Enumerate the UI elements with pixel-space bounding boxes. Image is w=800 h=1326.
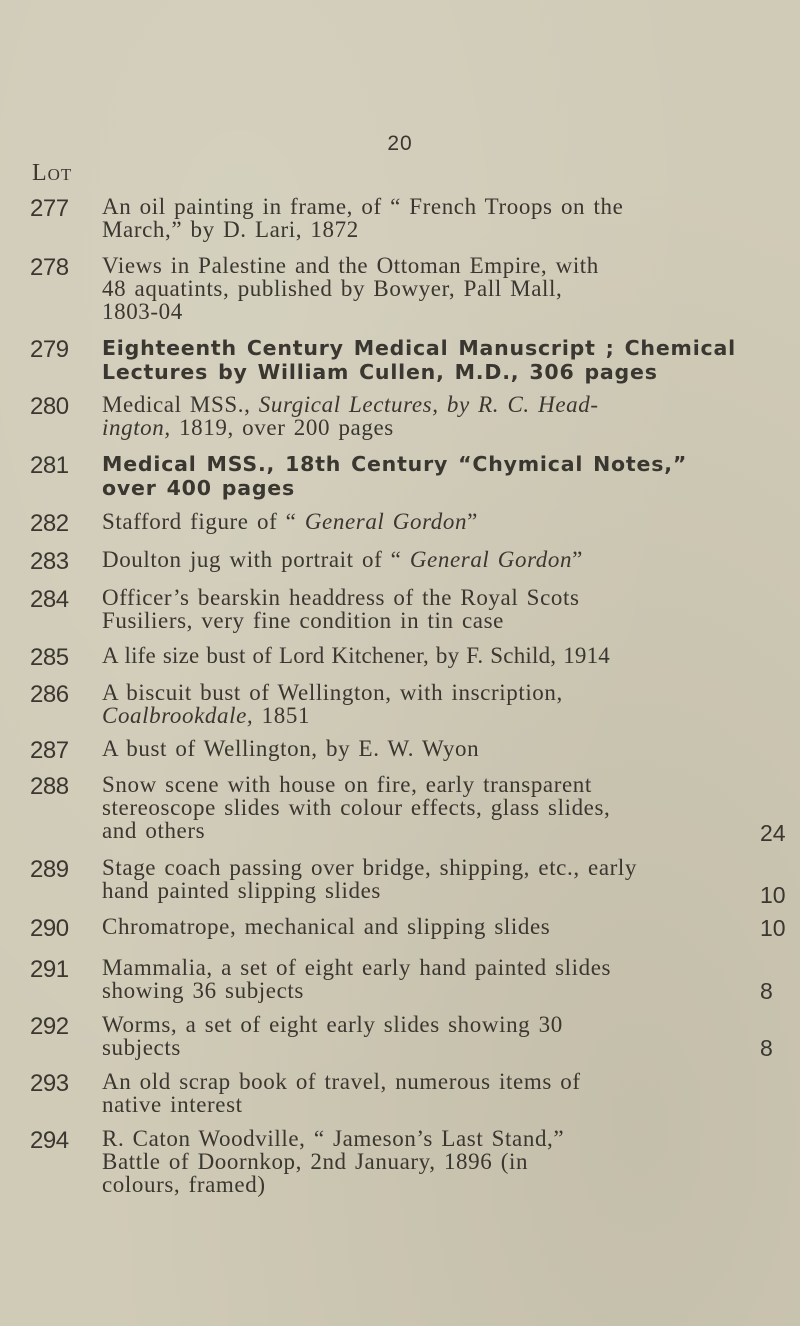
description-line: Snow scene with house on fire, early transparent (102, 772, 592, 797)
lot-description (102, 393, 756, 439)
lot-number: 285 (30, 644, 69, 671)
lot-number: 292 (30, 1013, 69, 1040)
description-line: hand painted slipping slides (102, 878, 381, 903)
description-line: ington, 1819, over 200 pages (102, 415, 394, 440)
lot-quantity: 8 (760, 978, 773, 1004)
lot-number: 284 (30, 586, 69, 613)
lot-description (102, 773, 756, 842)
description-line: A life size bust of Lord Kitchener, by F. Schild, 1914 (102, 643, 610, 668)
lot-description (102, 681, 756, 727)
lot-description (102, 1127, 756, 1196)
page-number: 20 (387, 132, 413, 155)
description-line: An oil painting in frame, of “ French Troops on the (102, 194, 624, 219)
description-line: Stage coach passing over bridge, shipping, etc., early (102, 855, 638, 880)
description-line: Mammalia, a set of eight early hand painted slides (102, 955, 612, 980)
lot-description (102, 915, 756, 938)
description-line: stereoscope slides with colour effects, glass slides, (102, 795, 611, 820)
lot-number: 288 (30, 773, 69, 800)
lot-quantity: 24 (760, 820, 786, 846)
description-line: March,” by D. Lari, 1872 (102, 217, 359, 242)
lot-quantity: 10 (760, 882, 786, 908)
description-line: Fusiliers, very fine condition in tin case (102, 608, 504, 633)
description-line: Stafford figure of “ General Gordon” (102, 509, 478, 534)
lot-number: 277 (30, 195, 69, 222)
lot-number: 286 (30, 681, 69, 708)
lot-description (102, 956, 756, 1002)
description-line: Medical MSS., 18th Century “Chymical Notes,” (102, 452, 688, 476)
description-line: Doulton jug with portrait of “ General Gordon” (102, 547, 583, 572)
description-line: native interest (102, 1092, 243, 1117)
lot-description (102, 586, 756, 632)
lot-number: 287 (30, 737, 69, 764)
lot-description (102, 548, 756, 571)
description-line: An old scrap book of travel, numerous items of (102, 1069, 581, 1094)
description-line: A bust of Wellington, by E. W. Wyon (102, 736, 480, 761)
lot-description (102, 737, 756, 760)
description-line: 1803-04 (102, 299, 183, 324)
lot-description (102, 856, 756, 902)
lot-description (102, 644, 756, 667)
lot-description (102, 1070, 756, 1116)
description-line: showing 36 subjects (102, 978, 304, 1003)
description-line: Eighteenth Century Medical Manuscript ; Chemical (102, 336, 736, 360)
lot-description (102, 195, 756, 241)
lot-description (102, 254, 756, 323)
lot-description (102, 336, 756, 384)
description-line: and others (102, 818, 206, 843)
description-line: Battle of Doornkop, 2nd January, 1896 (in (102, 1149, 529, 1174)
lot-number: 293 (30, 1070, 69, 1097)
description-line: R. Caton Woodville, “ Jameson’s Last Stand,” (102, 1126, 565, 1151)
lot-number: 280 (30, 393, 69, 420)
lot-number: 290 (30, 915, 69, 942)
lot-description (102, 452, 756, 500)
lot-quantity: 8 (760, 1035, 773, 1061)
description-line: A biscuit bust of Wellington, with inscription, (102, 680, 563, 705)
lot-number: 289 (30, 856, 69, 883)
description-line: colours, framed) (102, 1172, 266, 1197)
lot-number: 278 (30, 254, 69, 281)
lot-description (102, 510, 756, 533)
description-line: Officer’s bearskin headdress of the Royal Scots (102, 585, 580, 610)
description-line: 48 aquatints, published by Bowyer, Pall Mall, (102, 276, 563, 301)
description-line: Medical MSS., Surgical Lectures, by R. C. Head- (102, 392, 599, 417)
description-line: Lectures by William Cullen, M.D., 306 pages (102, 360, 658, 384)
description-line: Chromatrope, mechanical and slipping slides (102, 914, 551, 939)
lot-number: 282 (30, 510, 69, 537)
description-line: Worms, a set of eight early slides showing 30 (102, 1012, 563, 1037)
lot-number: 279 (30, 336, 69, 363)
lot-number: 281 (30, 452, 69, 479)
lot-number: 294 (30, 1127, 69, 1154)
lot-column-heading: Lot (32, 160, 73, 186)
lot-description (102, 1013, 756, 1059)
description-line: over 400 pages (102, 476, 296, 500)
lot-number: 291 (30, 956, 69, 983)
description-line: Coalbrookdale, 1851 (102, 703, 311, 728)
description-line: Views in Palestine and the Ottoman Empire, with (102, 253, 599, 278)
lot-quantity: 10 (760, 915, 786, 941)
lot-number: 283 (30, 548, 69, 575)
description-line: subjects (102, 1035, 181, 1060)
